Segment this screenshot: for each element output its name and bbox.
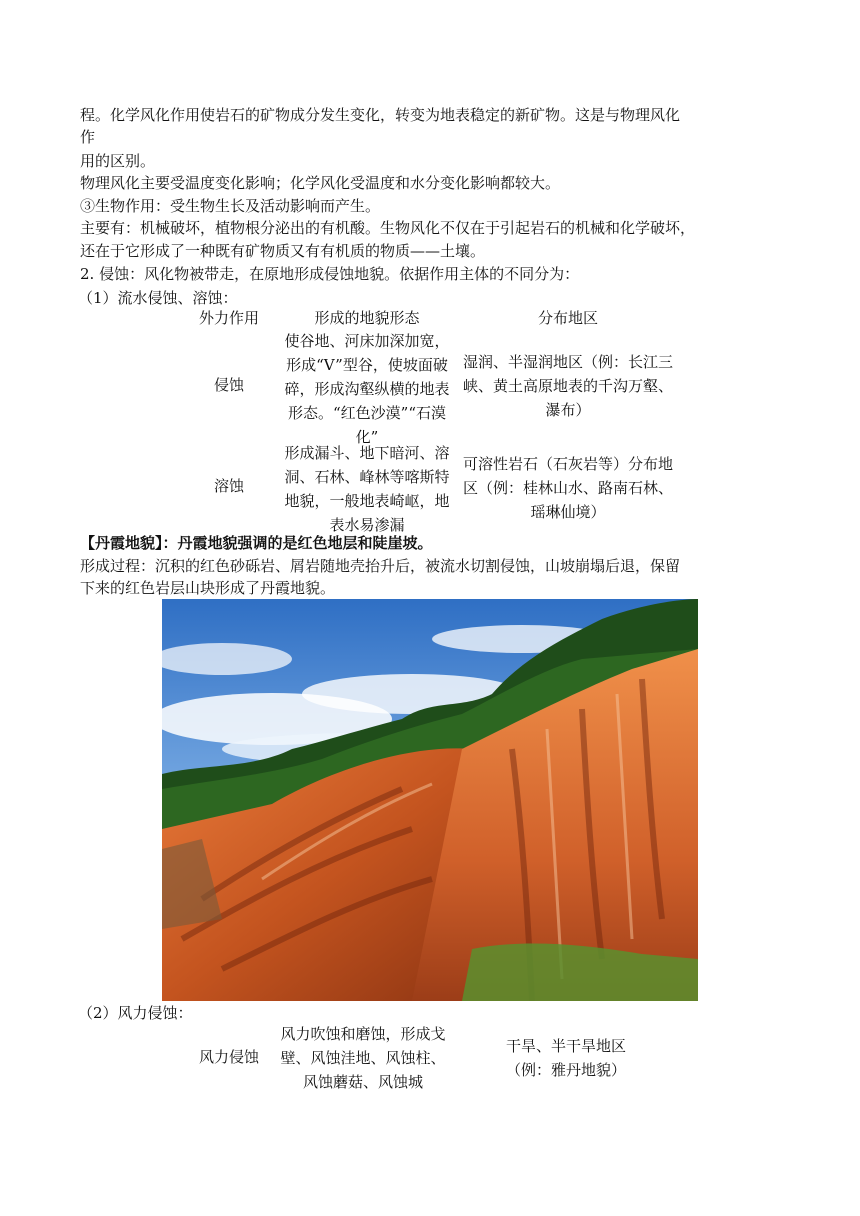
paragraph-line: ③生物作用：受生物生长及活动影响而产生。 <box>80 197 381 215</box>
table-cell-force: 侵蚀 <box>213 376 244 394</box>
paragraph-line: 作 <box>80 128 96 146</box>
table-header: 外力作用 <box>198 309 259 327</box>
paragraph-line: 主要有：机械破坏，植物根分泌出的有机酸。生物风化不仅在于引起岩石的机械和化学破坏， <box>80 219 696 237</box>
subsection-heading: （2）风力侵蚀： <box>78 1004 193 1022</box>
paragraph-line: 还在于它形成了一种既有矿物质又有有机质的物质——土壤。 <box>80 242 486 260</box>
paragraph-line: 形成过程：沉积的红色砂砾岩、屑岩随地壳抬升后，被流水切割侵蚀，山坡崩塌后退，保留 <box>80 557 681 575</box>
paragraph-line: 用的区别。 <box>80 152 156 170</box>
table-cell-forms: 风力吹蚀和磨蚀，形成戈壁、风蚀洼地、风蚀柱、风蚀蘑菇、风蚀城 <box>280 1025 446 1091</box>
subsection-heading: （1）流水侵蚀、溶蚀： <box>78 289 238 307</box>
danxia-landform-photo <box>162 599 698 1001</box>
table-cell-forms: 形成漏斗、地下暗河、溶洞、石林、峰林等喀斯特地貌，一般地表崎岖，地表水易渗漏 <box>284 444 450 534</box>
paragraph-line: 程。化学风化作用使岩石的矿物成分发生变化，转变为地表稳定的新矿物。这是与物理风化 <box>80 106 681 124</box>
table-cell-areas: 干旱、半干旱地区（例：雅丹地貌） <box>505 1037 626 1079</box>
table-cell-force: 风力侵蚀 <box>198 1048 259 1066</box>
table-cell-forms: 使谷地、河床加深加宽，形成“V”型谷，使坡面破碎，形成沟壑纵横的地表形态。“红色沙漠”“石漠化” <box>284 332 450 446</box>
paragraph-line: 物理风化主要受温度变化影响；化学风化受温度和水分变化影响都较大。 <box>80 174 561 192</box>
table-cell-areas: 可溶性岩石（石灰岩等）分布地区（例：桂林山水、路南石林、瑶琳仙境） <box>462 455 673 521</box>
danxia-heading: 【丹霞地貌】：丹霞地貌强调的是红色地层和陡崖坡。 <box>80 534 433 552</box>
paragraph-line: 下来的红色岩层山块形成了丹霞地貌。 <box>80 579 336 597</box>
table-header: 分布地区 <box>537 309 598 327</box>
table-cell-force: 溶蚀 <box>213 477 244 495</box>
table-cell-areas: 湿润、半湿润地区（例：长江三峡、黄土高原地表的千沟万壑、瀑布） <box>462 353 673 419</box>
section-heading: 2. 侵蚀：风化物被带走，在原地形成侵蚀地貌。依据作用主体的不同分为： <box>80 265 580 283</box>
table-header: 形成的地貌形态 <box>314 309 420 327</box>
